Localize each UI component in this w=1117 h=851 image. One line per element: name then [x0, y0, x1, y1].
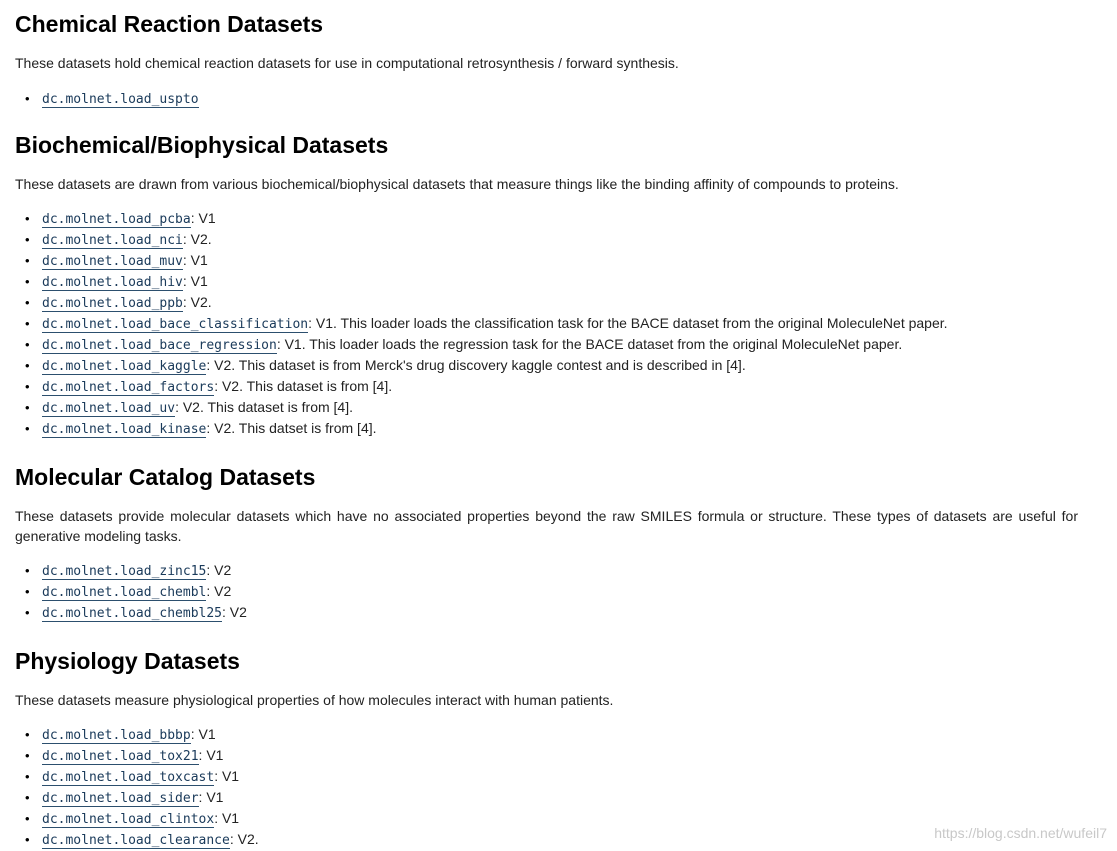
list-item: [15, 355, 1078, 376]
dataset-list: [15, 560, 1078, 623]
dataset-note: : V1. This loader loads the regression task for the BACE dataset from the original MoleculeNet paper.: [276, 336, 903, 352]
document-content: [15, 0, 1078, 850]
watermark: https://blog.csdn.net/wufeil7: [934, 825, 1107, 841]
section-title-molecular-catalog: Molecular Catalog Datasets: [15, 464, 316, 490]
bullet-icon: •: [25, 790, 30, 805]
list-item: [15, 313, 1078, 334]
bullet-icon: •: [25, 295, 30, 310]
section-description: These datasets provide molecular datasets which have no associated properties beyond the raw SMILES formula or structure. These types of datasets are useful for generative modeling tasks.: [15, 508, 1078, 544]
bullet-icon: •: [25, 605, 30, 620]
dataset-note: : V2.: [229, 831, 259, 847]
bullet-icon: •: [25, 316, 30, 331]
dataset-list: [15, 208, 1078, 439]
list-item: [15, 334, 1078, 355]
section-description: These datasets measure physiological properties of how molecules interact with human patients.: [15, 692, 614, 708]
dataset-link[interactable]: dc.molnet.load_chembl: [42, 585, 207, 600]
dataset-link[interactable]: dc.molnet.load_ppb: [42, 296, 183, 311]
dataset-note: : V1: [214, 768, 240, 784]
dataset-link[interactable]: dc.molnet.load_bbbp: [42, 728, 191, 743]
dataset-note: : V2. This dataset is from Merck's drug discovery kaggle contest and is described in [4].: [206, 357, 746, 373]
dataset-link[interactable]: dc.molnet.load_chembl25: [42, 606, 223, 621]
list-item: [15, 250, 1078, 271]
bullet-icon: •: [25, 421, 30, 436]
dataset-link[interactable]: dc.molnet.load_tox21: [42, 749, 199, 764]
list-item: [15, 766, 1078, 787]
dataset-note: : V1: [198, 747, 224, 763]
dataset-link[interactable]: dc.molnet.load_uspto: [42, 92, 199, 107]
bullet-icon: •: [25, 811, 30, 826]
dataset-link[interactable]: dc.molnet.load_factors: [42, 380, 215, 395]
list-item: [15, 724, 1078, 745]
bullet-icon: •: [25, 358, 30, 373]
list-item: [15, 602, 1078, 623]
dataset-link[interactable]: dc.molnet.load_kaggle: [42, 359, 207, 374]
dataset-note: : V1: [182, 252, 208, 268]
dataset-link[interactable]: dc.molnet.load_muv: [42, 254, 183, 269]
dataset-note: : V1. This loader loads the classification task for the BACE dataset from the original MoleculeNet paper.: [308, 315, 948, 331]
list-item: [15, 560, 1078, 581]
dataset-link[interactable]: dc.molnet.load_bace_regression: [42, 338, 277, 353]
bullet-icon: •: [25, 337, 30, 352]
dataset-note: : V1: [198, 789, 224, 805]
list-item: [15, 745, 1078, 766]
bullet-icon: •: [25, 769, 30, 784]
bullet-icon: •: [25, 832, 30, 847]
bullet-icon: •: [25, 379, 30, 394]
bullet-icon: •: [25, 91, 30, 106]
bullet-icon: •: [25, 400, 30, 415]
bullet-icon: •: [25, 211, 30, 226]
bullet-icon: •: [25, 563, 30, 578]
dataset-link[interactable]: dc.molnet.load_hiv: [42, 275, 183, 290]
section-title-physiology: Physiology Datasets: [15, 648, 240, 674]
bullet-icon: •: [25, 584, 30, 599]
section-description: These datasets hold chemical reaction datasets for use in computational retrosynthesis / forward synthesis.: [15, 55, 679, 71]
dataset-link[interactable]: dc.molnet.load_nci: [42, 233, 183, 248]
dataset-link[interactable]: dc.molnet.load_pcba: [42, 212, 191, 227]
list-item: [15, 829, 1078, 850]
dataset-list: [15, 88, 1078, 109]
dataset-link[interactable]: dc.molnet.load_uv: [42, 401, 176, 416]
dataset-link[interactable]: dc.molnet.load_clearance: [42, 833, 230, 848]
list-item: [15, 418, 1078, 439]
bullet-icon: •: [25, 253, 30, 268]
dataset-note: : V2. This datset is from [4].: [206, 420, 377, 436]
dataset-link[interactable]: dc.molnet.load_sider: [42, 791, 199, 806]
dataset-list: [15, 724, 1078, 850]
section-description: These datasets are drawn from various biochemical/biophysical datasets that measure things like the binding affinity of compounds to proteins.: [15, 176, 899, 192]
dataset-link[interactable]: dc.molnet.load_zinc15: [42, 564, 207, 579]
dataset-note: : V1: [214, 810, 240, 826]
list-item: [15, 787, 1078, 808]
section-title-biochemical: Biochemical/Biophysical Datasets: [15, 132, 389, 158]
list-item: [15, 581, 1078, 602]
dataset-note: : V2. This dataset is from [4].: [175, 399, 353, 415]
dataset-note: : V2: [206, 583, 232, 599]
list-item: [15, 397, 1078, 418]
list-item: [15, 376, 1078, 397]
list-item: [15, 292, 1078, 313]
dataset-note: : V1: [190, 210, 216, 226]
list-item: [15, 208, 1078, 229]
dataset-link[interactable]: dc.molnet.load_clintox: [42, 812, 215, 827]
dataset-note: : V2: [206, 562, 232, 578]
bullet-icon: •: [25, 274, 30, 289]
list-item: [15, 271, 1078, 292]
dataset-note: : V2.: [182, 294, 212, 310]
dataset-note: : V2. This dataset is from [4].: [214, 378, 393, 394]
dataset-link[interactable]: dc.molnet.load_bace_classification: [42, 317, 309, 332]
bullet-icon: •: [25, 232, 30, 247]
dataset-link[interactable]: dc.molnet.load_kinase: [42, 422, 207, 437]
dataset-note: : V1: [190, 726, 216, 742]
dataset-note: : V1: [182, 273, 208, 289]
bullet-icon: •: [25, 727, 30, 742]
dataset-note: : V2: [222, 604, 247, 620]
list-item: [15, 229, 1078, 250]
dataset-note: : V2.: [182, 231, 212, 247]
section-title-chemical-reaction: Chemical Reaction Datasets: [15, 11, 324, 37]
bullet-icon: •: [25, 748, 30, 763]
list-item: [15, 808, 1078, 829]
list-item: [15, 88, 1078, 109]
dataset-link[interactable]: dc.molnet.load_toxcast: [42, 770, 215, 785]
